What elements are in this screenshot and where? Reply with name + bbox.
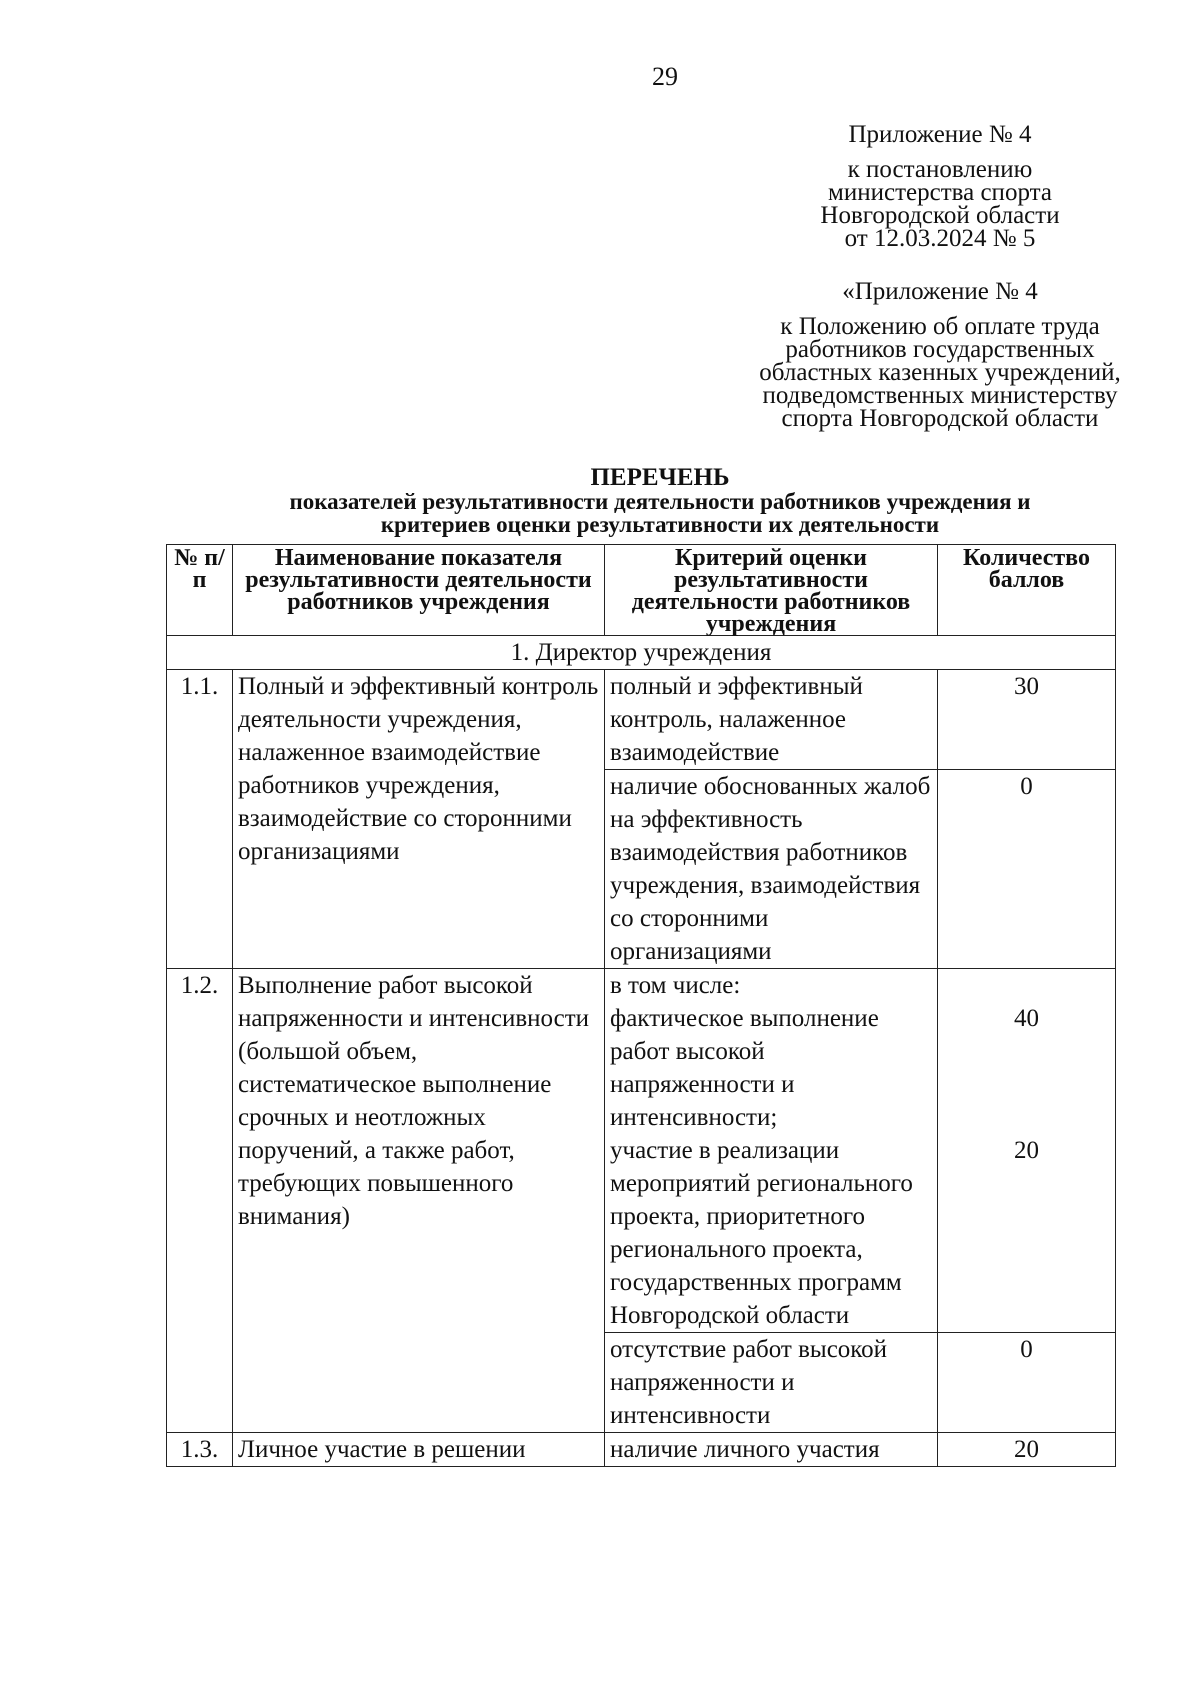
header-num: № п/п	[167, 545, 233, 636]
points-cell: 20	[938, 1433, 1116, 1467]
points-cell: 0	[938, 1333, 1116, 1433]
criterion-cell: наличие личного участия	[605, 1433, 938, 1467]
appendix-header	[680, 123, 1200, 250]
header-line: подведомственных министерству	[762, 382, 1118, 409]
table-header-row	[167, 545, 1116, 636]
indicator-name: Выполнение работ высокой напряженности и интенсивности (большой объем, систематическое выполнение срочных и неотложных поручений, а также работ, требующих повышенного внимания)	[233, 969, 605, 1433]
table-row	[167, 969, 1116, 1333]
appendix-header-2	[680, 280, 1200, 430]
points-value: 40	[1014, 1005, 1039, 1032]
indicators-table	[166, 544, 1116, 1467]
header-line: к Положению об оплате труда	[780, 313, 1100, 340]
indicator-name: Полный и эффективный контроль деятельности учреждения, налаженное взаимодействие работников учреждения, взаимодействие со сторонними организациями	[233, 670, 605, 969]
page-number: 29	[652, 62, 678, 91]
header-line: спорта Новгородской области	[781, 405, 1099, 432]
criterion-item: фактическое выполнение работ высокой напряженности и интенсивности;	[610, 1005, 879, 1131]
section-title: 1. Директор учреждения	[167, 636, 1116, 670]
criterion-cell: полный и эффективный контроль, налаженное взаимодействие	[605, 670, 938, 770]
header-points: Количество баллов	[938, 545, 1116, 636]
criterion-intro: в том числе:	[610, 972, 741, 999]
row-number: 1.1.	[167, 670, 233, 969]
criterion-cell: отсутствие работ высокой напряженности и интенсивности	[605, 1333, 938, 1433]
row-number: 1.2.	[167, 969, 233, 1433]
header-line: министерства спорта	[828, 179, 1052, 206]
title-line: показателей результативности деятельности работников учреждения и	[289, 489, 1031, 514]
appendix-title: Приложение № 4	[848, 121, 1032, 148]
table-row	[167, 1433, 1116, 1467]
table-row	[167, 670, 1116, 770]
appendix-title: «Приложение № 4	[842, 278, 1038, 305]
points-cell: 30	[938, 670, 1116, 770]
header-line: от 12.03.2024 № 5	[844, 225, 1036, 252]
indicator-name: Личное участие в решении	[233, 1433, 605, 1467]
header-criterion: Критерий оценки результативности деятельности работников учреждения	[605, 545, 938, 636]
points-cell	[938, 969, 1116, 1333]
criterion-item: участие в реализации мероприятий регионального проекта, приоритетного регионального проекта, государственных программ Новгородской области	[610, 1137, 913, 1329]
title-main: ПЕРЕЧЕНЬ	[590, 464, 730, 491]
points-cell: 0	[938, 770, 1116, 969]
header-line: Новгородской области	[820, 202, 1060, 229]
section-row	[167, 636, 1116, 670]
header-name: Наименование показателя результативности деятельности работников учреждения	[233, 545, 605, 636]
row-number: 1.3.	[167, 1433, 233, 1467]
criterion-cell: наличие обоснованных жалоб на эффективность взаимодействия работников учреждения, взаимодействия со сторонними организациями	[605, 770, 938, 969]
points-value: 20	[1014, 1137, 1039, 1164]
header-line: к постановлению	[847, 156, 1033, 183]
criterion-cell	[605, 969, 938, 1333]
title-line: критериев оценки результативности их деятельности	[380, 512, 940, 537]
header-line: областных казенных учреждений,	[759, 359, 1121, 386]
document-title	[150, 466, 1170, 536]
header-line: работников государственных	[785, 336, 1095, 363]
